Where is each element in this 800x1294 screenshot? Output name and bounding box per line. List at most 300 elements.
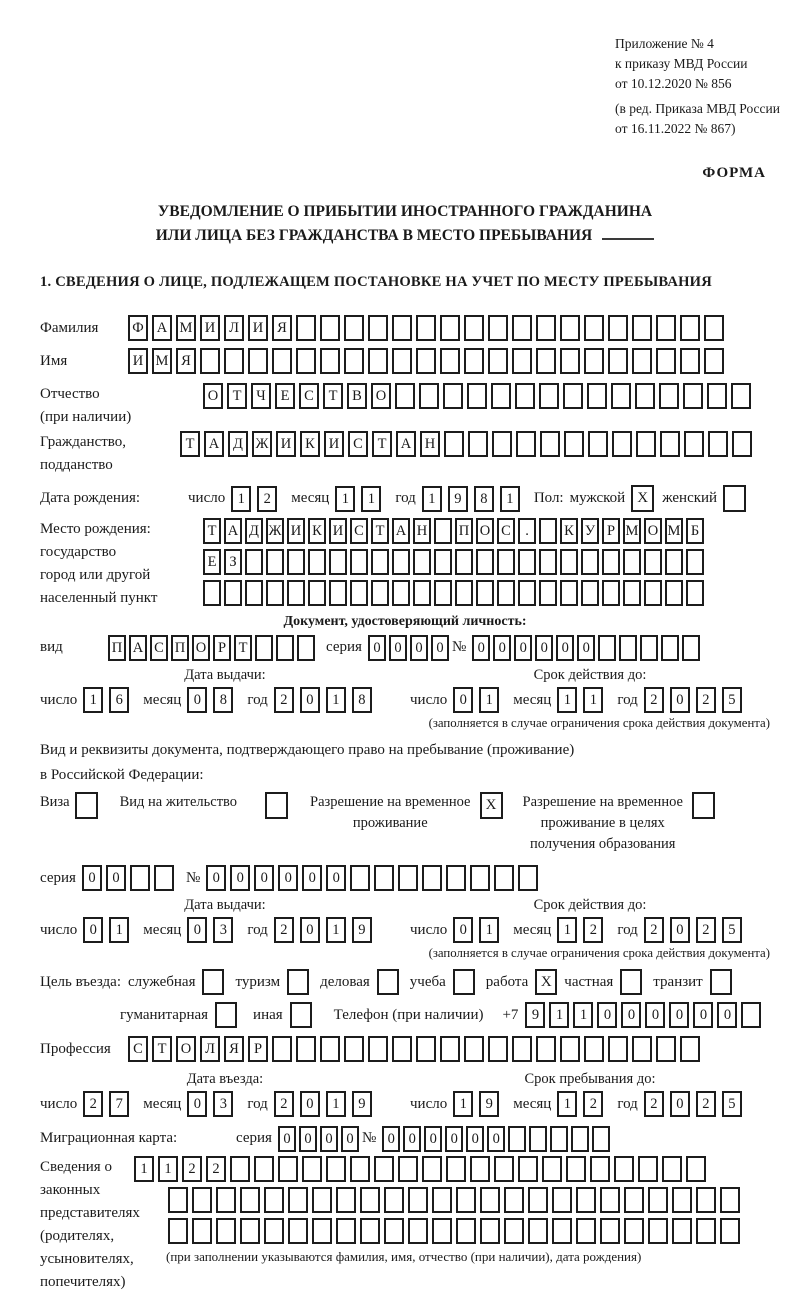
form-cell[interactable]: И xyxy=(324,431,344,457)
form-cell[interactable] xyxy=(168,1187,188,1213)
form-cell[interactable] xyxy=(504,1187,524,1213)
form-cell[interactable]: 1 xyxy=(83,687,103,713)
form-cell[interactable]: К xyxy=(308,518,326,544)
form-cell[interactable] xyxy=(497,580,515,606)
form-cell[interactable] xyxy=(344,1036,364,1062)
form-cell[interactable]: 1 xyxy=(453,1091,473,1117)
form-cell[interactable]: 1 xyxy=(573,1002,593,1028)
form-cell[interactable] xyxy=(446,1156,466,1182)
form-cell[interactable]: 2 xyxy=(696,687,716,713)
form-cell[interactable] xyxy=(560,348,580,374)
form-cell[interactable] xyxy=(326,1156,346,1182)
form-cell[interactable]: 2 xyxy=(206,1156,226,1182)
form-cell[interactable] xyxy=(741,1002,761,1028)
form-cell[interactable]: Н xyxy=(413,518,431,544)
form-cell[interactable]: 2 xyxy=(274,687,294,713)
form-cell[interactable] xyxy=(731,383,751,409)
form-cell[interactable] xyxy=(266,549,284,575)
form-cell[interactable]: З xyxy=(224,549,242,575)
form-cell[interactable] xyxy=(644,580,662,606)
form-cell[interactable] xyxy=(203,580,221,606)
form-cell[interactable] xyxy=(564,431,584,457)
form-cell[interactable]: 1 xyxy=(422,486,442,512)
form-cell[interactable] xyxy=(440,348,460,374)
form-cell[interactable]: И xyxy=(287,518,305,544)
form-cell[interactable]: 2 xyxy=(274,917,294,943)
form-cell[interactable] xyxy=(470,1156,490,1182)
male-checkbox[interactable]: X xyxy=(631,485,654,512)
form-cell[interactable]: 1 xyxy=(549,1002,569,1028)
form-cell[interactable] xyxy=(662,1156,682,1182)
form-cell[interactable]: П xyxy=(171,635,189,661)
form-cell[interactable]: 1 xyxy=(335,486,355,512)
form-cell[interactable] xyxy=(422,865,442,891)
form-cell[interactable] xyxy=(368,1036,388,1062)
form-cell[interactable]: 0 xyxy=(717,1002,737,1028)
form-cell[interactable] xyxy=(536,1036,556,1062)
form-cell[interactable] xyxy=(571,1126,589,1152)
form-cell[interactable] xyxy=(696,1218,716,1244)
form-cell[interactable] xyxy=(488,315,508,341)
purpose-tourism-checkbox[interactable] xyxy=(287,969,309,995)
form-cell[interactable]: 0 xyxy=(300,687,320,713)
form-cell[interactable]: 2 xyxy=(696,917,716,943)
form-cell[interactable] xyxy=(539,580,557,606)
form-cell[interactable] xyxy=(288,1218,308,1244)
form-cell[interactable] xyxy=(455,580,473,606)
form-cell[interactable]: 0 xyxy=(514,635,532,661)
form-cell[interactable] xyxy=(278,1156,298,1182)
form-cell[interactable]: А xyxy=(396,431,416,457)
form-cell[interactable] xyxy=(480,1218,500,1244)
form-cell[interactable] xyxy=(518,865,538,891)
form-cell[interactable]: Д xyxy=(228,431,248,457)
form-cell[interactable]: Т xyxy=(203,518,221,544)
form-cell[interactable] xyxy=(464,1036,484,1062)
form-cell[interactable] xyxy=(515,383,535,409)
form-cell[interactable]: 0 xyxy=(670,1091,690,1117)
form-cell[interactable]: 1 xyxy=(479,687,499,713)
form-cell[interactable] xyxy=(566,1156,586,1182)
form-cell[interactable] xyxy=(468,431,488,457)
form-cell[interactable] xyxy=(374,865,394,891)
form-cell[interactable] xyxy=(192,1187,212,1213)
purpose-business-checkbox[interactable] xyxy=(377,969,399,995)
form-cell[interactable] xyxy=(665,549,683,575)
form-cell[interactable] xyxy=(683,383,703,409)
form-cell[interactable] xyxy=(600,1218,620,1244)
form-cell[interactable] xyxy=(659,383,679,409)
form-cell[interactable] xyxy=(704,315,724,341)
form-cell[interactable]: 0 xyxy=(453,687,473,713)
form-cell[interactable]: К xyxy=(560,518,578,544)
form-cell[interactable] xyxy=(552,1187,572,1213)
form-cell[interactable]: 0 xyxy=(299,1126,317,1152)
form-cell[interactable] xyxy=(488,1036,508,1062)
form-cell[interactable]: 1 xyxy=(231,486,251,512)
form-cell[interactable] xyxy=(434,518,452,544)
form-cell[interactable] xyxy=(419,383,439,409)
form-cell[interactable]: Б xyxy=(686,518,704,544)
form-cell[interactable] xyxy=(350,865,370,891)
form-cell[interactable] xyxy=(192,1218,212,1244)
form-cell[interactable]: 1 xyxy=(361,486,381,512)
form-cell[interactable]: 5 xyxy=(722,917,742,943)
form-cell[interactable] xyxy=(644,549,662,575)
form-cell[interactable] xyxy=(287,549,305,575)
form-cell[interactable]: 0 xyxy=(389,635,407,661)
form-cell[interactable] xyxy=(413,549,431,575)
form-cell[interactable]: С xyxy=(150,635,168,661)
form-cell[interactable] xyxy=(494,1156,514,1182)
form-cell[interactable] xyxy=(392,549,410,575)
form-cell[interactable] xyxy=(320,315,340,341)
form-cell[interactable]: С xyxy=(350,518,368,544)
form-cell[interactable] xyxy=(632,1036,652,1062)
form-cell[interactable]: 0 xyxy=(445,1126,463,1152)
form-cell[interactable]: 1 xyxy=(557,917,577,943)
form-cell[interactable] xyxy=(612,431,632,457)
form-cell[interactable]: 0 xyxy=(206,865,226,891)
form-cell[interactable]: 0 xyxy=(597,1002,617,1028)
form-cell[interactable]: 0 xyxy=(278,865,298,891)
form-cell[interactable]: 2 xyxy=(182,1156,202,1182)
form-cell[interactable] xyxy=(608,348,628,374)
form-cell[interactable] xyxy=(536,348,556,374)
form-cell[interactable]: 1 xyxy=(557,687,577,713)
form-cell[interactable]: 0 xyxy=(278,1126,296,1152)
form-cell[interactable]: 3 xyxy=(213,1091,233,1117)
form-cell[interactable]: 0 xyxy=(431,635,449,661)
form-cell[interactable] xyxy=(584,1036,604,1062)
form-cell[interactable] xyxy=(200,348,220,374)
form-cell[interactable]: Т xyxy=(323,383,343,409)
form-cell[interactable]: 1 xyxy=(557,1091,577,1117)
female-checkbox[interactable] xyxy=(723,485,746,512)
form-cell[interactable]: С xyxy=(497,518,515,544)
form-cell[interactable]: 9 xyxy=(352,917,372,943)
form-cell[interactable] xyxy=(422,1156,442,1182)
form-cell[interactable] xyxy=(245,580,263,606)
form-cell[interactable]: 0 xyxy=(645,1002,665,1028)
form-cell[interactable] xyxy=(635,383,655,409)
form-cell[interactable] xyxy=(371,580,389,606)
form-cell[interactable] xyxy=(587,383,607,409)
form-cell[interactable]: 9 xyxy=(448,486,468,512)
form-cell[interactable] xyxy=(444,431,464,457)
form-cell[interactable]: 2 xyxy=(583,917,603,943)
form-cell[interactable] xyxy=(455,549,473,575)
form-cell[interactable]: 2 xyxy=(257,486,277,512)
form-cell[interactable] xyxy=(476,549,494,575)
form-cell[interactable] xyxy=(440,315,460,341)
form-cell[interactable]: 0 xyxy=(254,865,274,891)
form-cell[interactable] xyxy=(708,431,728,457)
form-cell[interactable] xyxy=(272,1036,292,1062)
form-cell[interactable] xyxy=(440,1036,460,1062)
form-cell[interactable] xyxy=(130,865,150,891)
form-cell[interactable] xyxy=(467,383,487,409)
form-cell[interactable] xyxy=(611,383,631,409)
form-cell[interactable] xyxy=(516,431,536,457)
form-cell[interactable] xyxy=(588,431,608,457)
form-cell[interactable]: Т xyxy=(372,431,392,457)
form-cell[interactable]: 0 xyxy=(410,635,428,661)
form-cell[interactable]: 1 xyxy=(109,917,129,943)
form-cell[interactable]: 6 xyxy=(109,687,129,713)
form-cell[interactable]: 9 xyxy=(352,1091,372,1117)
form-cell[interactable] xyxy=(539,549,557,575)
form-cell[interactable] xyxy=(491,383,511,409)
form-cell[interactable] xyxy=(704,348,724,374)
form-cell[interactable] xyxy=(408,1218,428,1244)
form-cell[interactable]: 0 xyxy=(487,1126,505,1152)
form-cell[interactable]: 1 xyxy=(326,1091,346,1117)
form-cell[interactable]: 0 xyxy=(300,1091,320,1117)
form-cell[interactable]: Е xyxy=(275,383,295,409)
form-cell[interactable] xyxy=(648,1187,668,1213)
form-cell[interactable] xyxy=(240,1187,260,1213)
form-cell[interactable]: 1 xyxy=(479,917,499,943)
form-cell[interactable]: 0 xyxy=(230,865,250,891)
form-cell[interactable]: 0 xyxy=(187,1091,207,1117)
form-cell[interactable]: О xyxy=(176,1036,196,1062)
form-cell[interactable] xyxy=(432,1218,452,1244)
form-cell[interactable] xyxy=(560,1036,580,1062)
form-cell[interactable] xyxy=(623,549,641,575)
form-cell[interactable] xyxy=(476,580,494,606)
form-cell[interactable]: . xyxy=(518,518,536,544)
purpose-official-checkbox[interactable] xyxy=(202,969,224,995)
form-cell[interactable]: 0 xyxy=(82,865,102,891)
form-cell[interactable] xyxy=(266,580,284,606)
form-cell[interactable] xyxy=(686,549,704,575)
form-cell[interactable] xyxy=(216,1187,236,1213)
form-cell[interactable] xyxy=(264,1218,284,1244)
form-cell[interactable]: 0 xyxy=(302,865,322,891)
form-cell[interactable] xyxy=(368,315,388,341)
purpose-other-checkbox[interactable] xyxy=(290,1002,312,1028)
form-cell[interactable] xyxy=(581,549,599,575)
form-cell[interactable]: 0 xyxy=(453,917,473,943)
form-cell[interactable]: П xyxy=(108,635,126,661)
form-cell[interactable] xyxy=(560,580,578,606)
form-cell[interactable] xyxy=(536,315,556,341)
form-cell[interactable] xyxy=(518,549,536,575)
form-cell[interactable] xyxy=(488,348,508,374)
form-cell[interactable] xyxy=(720,1187,740,1213)
form-cell[interactable] xyxy=(446,865,466,891)
form-cell[interactable] xyxy=(584,348,604,374)
form-cell[interactable] xyxy=(632,315,652,341)
form-cell[interactable] xyxy=(416,348,436,374)
purpose-study-checkbox[interactable] xyxy=(453,969,475,995)
form-cell[interactable]: У xyxy=(581,518,599,544)
form-cell[interactable]: Ж xyxy=(266,518,284,544)
form-cell[interactable] xyxy=(350,1156,370,1182)
form-cell[interactable] xyxy=(619,635,637,661)
form-cell[interactable]: 0 xyxy=(83,917,103,943)
form-cell[interactable] xyxy=(434,549,452,575)
form-cell[interactable]: 1 xyxy=(158,1156,178,1182)
form-cell[interactable] xyxy=(312,1218,332,1244)
form-cell[interactable]: 2 xyxy=(644,687,664,713)
form-cell[interactable] xyxy=(336,1187,356,1213)
form-cell[interactable]: Е xyxy=(203,549,221,575)
form-cell[interactable]: 0 xyxy=(577,635,595,661)
form-cell[interactable] xyxy=(360,1187,380,1213)
purpose-private-checkbox[interactable] xyxy=(620,969,642,995)
purpose-transit-checkbox[interactable] xyxy=(710,969,732,995)
form-cell[interactable] xyxy=(680,315,700,341)
form-cell[interactable] xyxy=(329,580,347,606)
form-cell[interactable]: 0 xyxy=(472,635,490,661)
form-cell[interactable] xyxy=(456,1187,476,1213)
form-cell[interactable]: 2 xyxy=(583,1091,603,1117)
form-cell[interactable] xyxy=(686,580,704,606)
form-cell[interactable]: Я xyxy=(224,1036,244,1062)
form-cell[interactable]: И xyxy=(329,518,347,544)
form-cell[interactable]: О xyxy=(192,635,210,661)
form-cell[interactable] xyxy=(360,1218,380,1244)
form-cell[interactable]: Ж xyxy=(252,431,272,457)
form-cell[interactable]: 5 xyxy=(722,687,742,713)
temp-residence-education-checkbox[interactable] xyxy=(692,792,715,819)
form-cell[interactable] xyxy=(624,1218,644,1244)
form-cell[interactable] xyxy=(255,635,273,661)
form-cell[interactable] xyxy=(680,1036,700,1062)
form-cell[interactable] xyxy=(518,1156,538,1182)
form-cell[interactable]: 0 xyxy=(368,635,386,661)
form-cell[interactable]: 0 xyxy=(670,687,690,713)
form-cell[interactable] xyxy=(602,549,620,575)
form-cell[interactable] xyxy=(456,1218,476,1244)
form-cell[interactable]: Я xyxy=(272,315,292,341)
residence-permit-checkbox[interactable] xyxy=(265,792,288,819)
form-cell[interactable]: А xyxy=(129,635,147,661)
form-cell[interactable]: 0 xyxy=(621,1002,641,1028)
form-cell[interactable]: 1 xyxy=(134,1156,154,1182)
form-cell[interactable] xyxy=(672,1218,692,1244)
form-cell[interactable] xyxy=(416,315,436,341)
form-cell[interactable] xyxy=(350,580,368,606)
form-cell[interactable] xyxy=(686,1156,706,1182)
form-cell[interactable]: 2 xyxy=(274,1091,294,1117)
form-cell[interactable] xyxy=(464,348,484,374)
form-cell[interactable]: 0 xyxy=(669,1002,689,1028)
form-cell[interactable]: Ф xyxy=(128,315,148,341)
form-cell[interactable] xyxy=(216,1218,236,1244)
form-cell[interactable]: 0 xyxy=(670,917,690,943)
form-cell[interactable]: И xyxy=(248,315,268,341)
form-cell[interactable] xyxy=(539,518,557,544)
form-cell[interactable]: 8 xyxy=(352,687,372,713)
form-cell[interactable] xyxy=(504,1218,524,1244)
form-cell[interactable] xyxy=(434,580,452,606)
form-cell[interactable] xyxy=(540,431,560,457)
form-cell[interactable] xyxy=(384,1187,404,1213)
form-cell[interactable] xyxy=(512,348,532,374)
form-cell[interactable]: Д xyxy=(245,518,263,544)
form-cell[interactable] xyxy=(492,431,512,457)
form-cell[interactable] xyxy=(230,1156,250,1182)
form-cell[interactable]: Т xyxy=(371,518,389,544)
form-cell[interactable] xyxy=(224,580,242,606)
form-cell[interactable] xyxy=(329,549,347,575)
form-cell[interactable]: М xyxy=(152,348,172,374)
form-cell[interactable]: 0 xyxy=(187,917,207,943)
form-cell[interactable]: К xyxy=(300,431,320,457)
temp-residence-checkbox[interactable]: X xyxy=(480,792,503,819)
form-cell[interactable]: О xyxy=(644,518,662,544)
form-cell[interactable] xyxy=(494,865,514,891)
form-cell[interactable]: 0 xyxy=(556,635,574,661)
form-cell[interactable]: 3 xyxy=(213,917,233,943)
form-cell[interactable]: А xyxy=(392,518,410,544)
form-cell[interactable] xyxy=(264,1187,284,1213)
form-cell[interactable]: 2 xyxy=(83,1091,103,1117)
form-cell[interactable]: М xyxy=(665,518,683,544)
form-cell[interactable] xyxy=(528,1218,548,1244)
form-cell[interactable]: М xyxy=(623,518,641,544)
form-cell[interactable] xyxy=(480,1187,500,1213)
form-cell[interactable] xyxy=(398,1156,418,1182)
form-cell[interactable] xyxy=(497,549,515,575)
form-cell[interactable]: 0 xyxy=(535,635,553,661)
form-cell[interactable]: 1 xyxy=(326,687,346,713)
form-cell[interactable] xyxy=(288,1187,308,1213)
form-cell[interactable] xyxy=(320,1036,340,1062)
form-cell[interactable]: И xyxy=(200,315,220,341)
form-cell[interactable] xyxy=(248,348,268,374)
form-cell[interactable]: Р xyxy=(248,1036,268,1062)
form-cell[interactable]: Р xyxy=(213,635,231,661)
form-cell[interactable]: 8 xyxy=(213,687,233,713)
form-cell[interactable]: 9 xyxy=(479,1091,499,1117)
form-cell[interactable]: О xyxy=(371,383,391,409)
form-cell[interactable] xyxy=(272,348,292,374)
form-cell[interactable] xyxy=(672,1187,692,1213)
form-cell[interactable] xyxy=(413,580,431,606)
form-cell[interactable] xyxy=(518,580,536,606)
form-cell[interactable] xyxy=(392,315,412,341)
form-cell[interactable]: Н xyxy=(420,431,440,457)
form-cell[interactable]: А xyxy=(224,518,242,544)
form-cell[interactable] xyxy=(302,1156,322,1182)
form-cell[interactable] xyxy=(240,1218,260,1244)
form-cell[interactable]: Л xyxy=(200,1036,220,1062)
form-cell[interactable]: 0 xyxy=(326,865,346,891)
form-cell[interactable] xyxy=(297,635,315,661)
form-cell[interactable] xyxy=(224,348,244,374)
form-cell[interactable]: 0 xyxy=(382,1126,400,1152)
form-cell[interactable]: Л xyxy=(224,315,244,341)
form-cell[interactable] xyxy=(656,315,676,341)
form-cell[interactable] xyxy=(320,348,340,374)
form-cell[interactable] xyxy=(308,580,326,606)
form-cell[interactable] xyxy=(660,431,680,457)
form-cell[interactable] xyxy=(368,348,388,374)
form-cell[interactable]: 1 xyxy=(500,486,520,512)
form-cell[interactable] xyxy=(552,1218,572,1244)
form-cell[interactable] xyxy=(512,315,532,341)
form-cell[interactable]: 0 xyxy=(466,1126,484,1152)
form-cell[interactable]: И xyxy=(128,348,148,374)
form-cell[interactable] xyxy=(680,348,700,374)
form-cell[interactable] xyxy=(512,1036,532,1062)
form-cell[interactable]: О xyxy=(203,383,223,409)
form-cell[interactable]: 2 xyxy=(644,917,664,943)
